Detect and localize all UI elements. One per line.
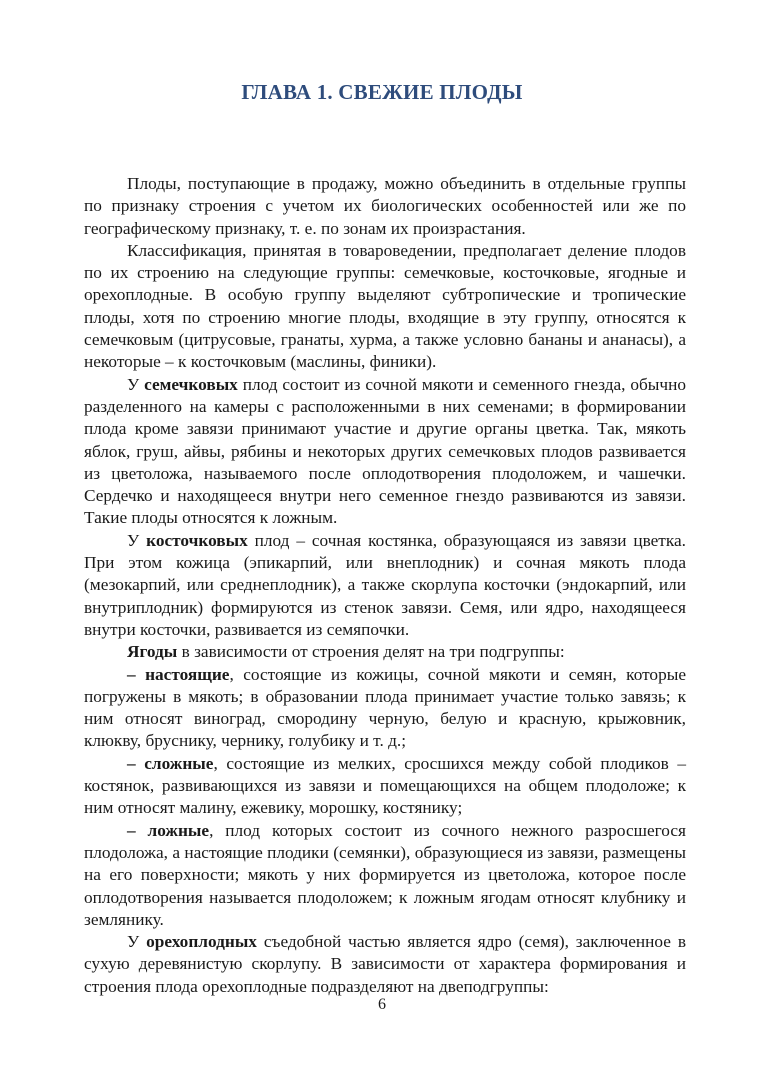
list-item-true-berries — [84, 664, 686, 753]
paragraph-text: , состоящие из кожицы, сочной мякоти и семян, которые погружены в мякоть; в образовании плода принимает участие только завязь; к ним относят виноград, смородину черную, белую и красную, крыжовник, клюкву, бруснику, чернику, голубику и т. д.; — [84, 664, 686, 751]
paragraph-text: в зависимости от строения делят на три подгруппы: — [177, 642, 565, 662]
paragraph-text: плод состоит из сочной мякоти и семенного гнезда, обычно разделенного на камеры с расположенными в них семенами; в формировании плода кроме завязи принимают участие и другие органы цветка. Так, мякоть яблок, груш, айвы, рябины и некоторых других семечковых плодов развивается из цветоложа, называемого после оплодотворения плодоложем, и чашечки. Сердечко и находящееся внутри него семенное гнездо развиваются из завязи. Такие плоды относятся к ложным. — [84, 374, 686, 528]
paragraph-text: плод – сочная костянка, образующаяся из завязи цветка. При этом кожица (эпикарпий, или внеплодник) и сочная мякоть плода (мезокарпий, или среднеплодник), а также скорлупа косточки (эндокарпий, или внутриплодник) формируются из стенок завязи. Семя, или ядро, находящееся внутри косточки, развивается из семяпочки. — [84, 530, 686, 639]
body-text — [84, 173, 686, 998]
term-false-berries: – ложные — [127, 820, 210, 840]
paragraph-text: Классификация, принятая в товароведении, предполагает деление плодов по их строению на следующие группы: семечковые, косточковые, ягодные и орехоплодные. В особую группу выделяют субтропические и тропические плоды, хотя по строению многие плоды, входящие в эту группу, относятся к семечковым (цитрусовые, гранаты, хурма, а также условно бананы и ананасы), а некоторые – к косточковым (маслины, финики). — [84, 240, 686, 372]
paragraph-prefix: У — [127, 932, 147, 952]
paragraph-text: , плод которых состоит из сочного нежного разросшегося плодоложа, а настоящие плодики (семянки), образующиеся из завязи, размещены на его поверхности; мякоть у них формируется из цветоложа, которое после оплодотворения называется плодоложем; к ложным ягодам относят клубнику и землянику. — [84, 820, 686, 929]
list-item-false-berries — [84, 820, 686, 931]
paragraph-prefix: У — [127, 530, 147, 550]
paragraph-text: съедобной частью является ядро (семя), заключенное в сухую деревянистую скорлупу. В зависимости от характера формирования и строения плода орехоплодные подразделяют на двеподгруппы: — [84, 932, 686, 996]
term-true-berries: – настоящие — [127, 664, 230, 684]
page-number: 6 — [378, 996, 386, 1013]
paragraph-text: Плоды, поступающие в продажу, можно объединить в отдельные группы по признаку строения с учетом их биологических особенностей или же по географическому признаку, т. е. по зонам их произрастания. — [84, 174, 686, 238]
paragraph-prefix: У — [127, 374, 145, 394]
term-stone: косточковых — [146, 530, 248, 550]
term-compound-berries: – сложные — [127, 753, 214, 773]
term-pome: семечковых — [144, 374, 238, 394]
paragraph-nut-fruits — [84, 931, 686, 998]
paragraph-text: , состоящие из мелких, сросшихся между собой плодиков – костянок, развивающихся из завязи и помещающихся на общем плодоложе; к ним относят малину, ежевику, морошку, костянику; — [84, 753, 687, 818]
paragraph-berries — [84, 641, 686, 663]
paragraph-pome-fruits — [84, 374, 686, 530]
paragraph-stone-fruits — [84, 530, 686, 641]
list-item-compound-berries — [84, 753, 686, 820]
paragraph-classification — [84, 240, 686, 374]
chapter-title: ГЛАВА 1. СВЕЖИЕ ПЛОДЫ — [241, 80, 523, 104]
term-berries: Ягоды — [127, 642, 178, 662]
term-nut: орехоплодных — [146, 932, 257, 952]
paragraph-intro — [84, 173, 686, 240]
